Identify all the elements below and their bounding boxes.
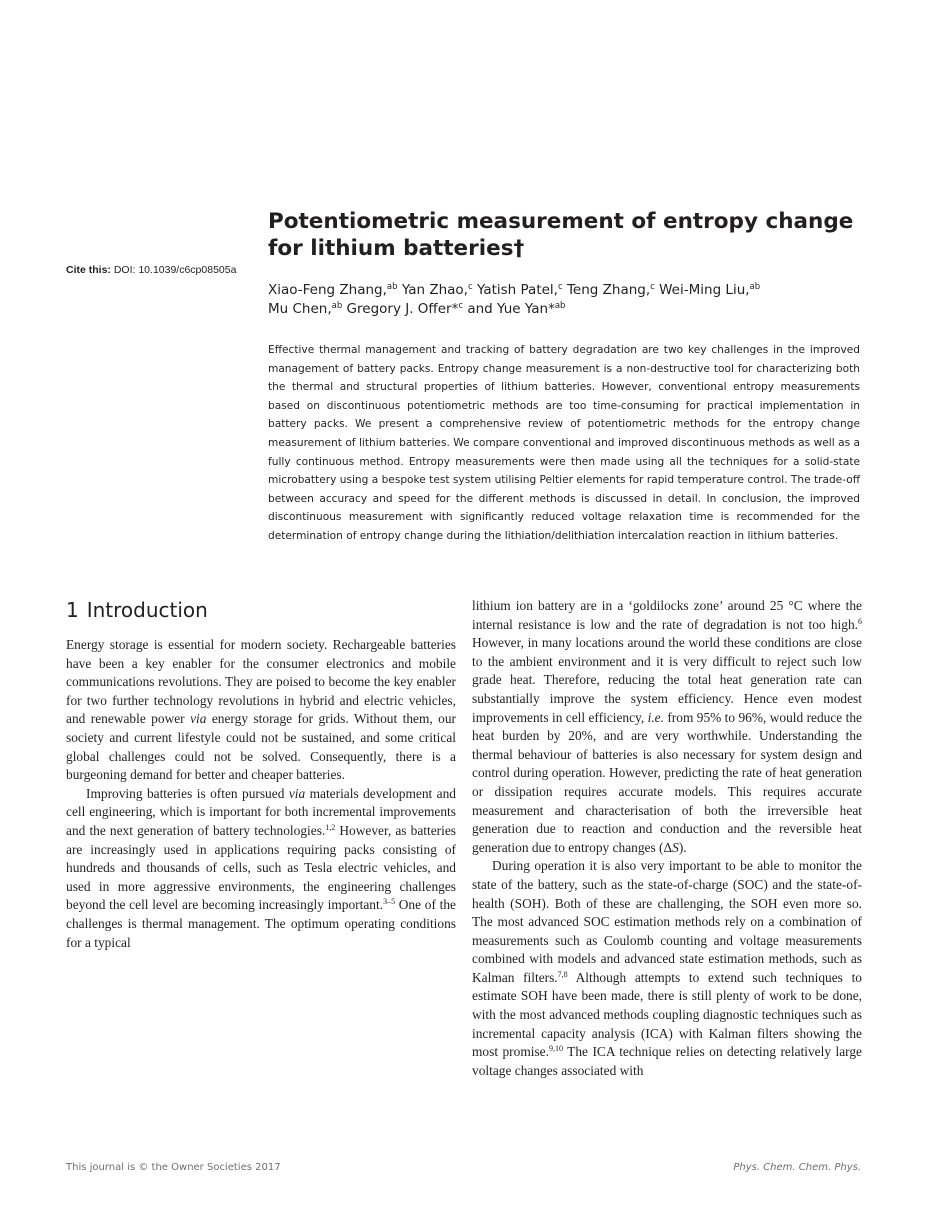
author-affiliation: c: [650, 282, 655, 292]
citation-doi[interactable]: DOI: 10.1039/c6cp08505a: [113, 264, 237, 276]
author-affiliation: ab: [554, 300, 566, 311]
author-list: [268, 281, 868, 318]
citation-label: Cite this:: [66, 264, 111, 276]
reference-citation[interactable]: 7,8: [557, 969, 568, 979]
author-affiliation: c: [467, 282, 473, 292]
citation: [66, 264, 236, 276]
body-paragraph: [472, 597, 862, 857]
text-run: energy storage for grids. Without them, our society and current lifestyle could not be sustained, and some critical global challenges could not be solved. Consequently, there is a burgeoning demand for better and cheaper batteries.: [66, 711, 456, 783]
body-column-right: [472, 597, 862, 1080]
body-column-left: [66, 598, 456, 952]
text-run: materials development and cell engineering, which is important for both incremental improvements and the next generation of battery technologies.: [66, 785, 456, 838]
author-name: Gregory J. Offer*: [346, 300, 459, 317]
author-affiliation: ab: [386, 282, 398, 292]
text-run: from 95% to 96%, would reduce the heat burden by 20%, and are very worthwhile. Understanding the thermal behaviour of batteries is also necessary for system design and control during operation. However, predicting the rate of heat generation or dissipation requires accurate models. This requires accurate measurement and characterisation of both the irreversible heat generation due to reaction and conduction and the reversible heat generation due to entropy changes (Δ: [472, 709, 862, 855]
section-number: 1: [66, 598, 79, 622]
body-paragraph: [472, 857, 862, 1080]
author-name: Xiao-Feng Zhang,: [268, 282, 387, 298]
author-name: Wei-Ming Liu,: [659, 282, 750, 298]
author-affiliation: ab: [749, 282, 761, 292]
text-run: During operation it is also very important to be able to monitor the state of the battery, such as the state-of-charge (SOC) and the state-of-health (SOH). Both of these are challenging, the SOH even more so. The most advanced SOC estimation methods rely on a combination of measurements such as Coulomb counting and voltage measurements combined with models and advanced state estimation methods, such as Kalman filters.: [472, 858, 862, 985]
text-run: lithium ion battery are in a ‘goldilocks zone’ around 25 °C where the internal resistance is low and the rate of degradation is not too high.: [472, 598, 862, 632]
section-title: Introduction: [86, 598, 208, 622]
text-run: One of the challenges is thermal management. The optimum operating conditions for a typical: [66, 897, 456, 950]
author-name: and Yue Yan*: [467, 300, 555, 317]
body-paragraph: [66, 785, 456, 952]
italic-text: via: [190, 711, 207, 727]
reference-citation[interactable]: 1,2: [325, 822, 336, 832]
text-run: Although attempts to extend such techniques to estimate SOH have been made, there is still plenty of work to be done, with the most advanced methods coupling diagnostic techniques such as incremental capacity analysis (ICA) with Kalman filters showing the most promise.: [472, 969, 862, 1060]
footer-copyright: This journal is © the Owner Societies 2017: [66, 1162, 281, 1173]
author-name: Yatish Patel,: [476, 282, 558, 298]
text-run: However, in many locations around the world these conditions are close to the ambient environment and it is very difficult to reject such low grade heat. Therefore, reducing the total heat generation rate can substantially improve the system efficiency. Hence even modest improvements in cell efficiency,: [472, 635, 862, 725]
reference-citation[interactable]: 9,10: [548, 1044, 563, 1054]
reference-citation[interactable]: 3–5: [383, 897, 396, 907]
author-name: Mu Chen,: [268, 300, 332, 317]
author-affiliation: ab: [331, 300, 343, 311]
reference-citation[interactable]: 6: [858, 616, 862, 626]
author-name: Yan Zhao,: [401, 282, 468, 298]
italic-text: i.e.: [647, 709, 664, 725]
text-run: The ICA technique relies on detecting relatively large voltage changes associated with: [472, 1044, 862, 1078]
text-run: Improving batteries is often pursued: [86, 785, 289, 801]
body-paragraph: [66, 636, 456, 785]
abstract: Effective thermal management and tracking of battery degradation are two key challenges in the improved management of battery packs. Entropy change measurement is a non-destructive tool for characterizing both the thermal and structural properties of lithium batteries. However, conventional entropy measurements based on discontinuous potentiometric methods are too time-consuming for practical implementation in battery packs. We present a comprehensive review of potentiometric methods for the entropy change measurement of lithium batteries. We compare conventional and improved discontinuous methods as well as a fully continuous method. Entropy measurements were then made using all the techniques for a solid-state microbattery using a bespoke test system utilising Peltier elements for rapid temperature control. The trade-off between accuracy and speed for the different methods is discussed in detail. In conclusion, the improved discontinuous measurement with significantly reduced voltage relaxation time is recommended for the determination of entropy change during the lithiation/delithiation intercalation reaction in lithium batteries.: [268, 344, 860, 542]
text-run: Energy storage is essential for modern society. Rechargeable batteries have been a key enabler for the consumer electronics and mobile communications revolutions. They are poised to become the key enabler for two further technology revolutions in hybrid and electric vehicles, and renewable power: [66, 637, 456, 727]
right-column-text: [472, 597, 862, 1080]
italic-text: S: [672, 839, 679, 855]
author-affiliation: c: [458, 300, 464, 311]
author-affiliation: c: [557, 282, 563, 292]
left-column-text: [66, 636, 456, 952]
author-name: Teng Zhang,: [566, 282, 651, 298]
article-title: Potentiometric measurement of entropy change for lithium batteries†: [268, 209, 854, 261]
text-run: ).: [678, 839, 687, 855]
section-heading: [66, 598, 456, 622]
text-run: However, as batteries are increasingly used in applications requiring packs consisting of hundreds and thousands of cells, such as Tesla electric vehicles, and used in more aggressive environments, the engineering challenges beyond the cell level are becoming increasingly important.: [66, 822, 456, 913]
footer-journal: Phys. Chem. Chem. Phys.: [733, 1162, 861, 1173]
italic-text: via: [288, 785, 306, 801]
